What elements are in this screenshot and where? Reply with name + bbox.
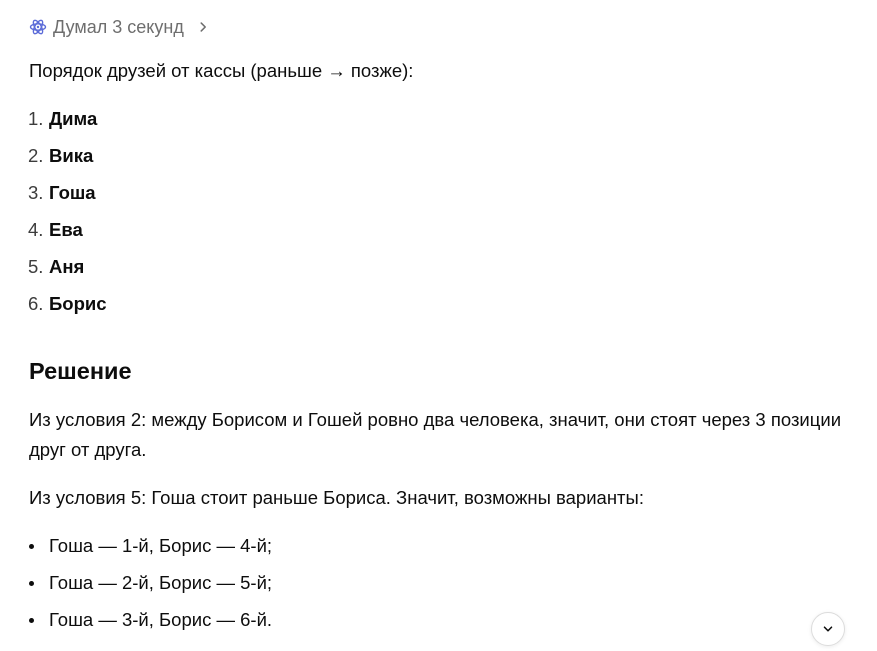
thinking-toggle[interactable] <box>29 14 210 40</box>
variant-text: Гоша — 1-й, Борис — 4-й; <box>49 535 273 556</box>
friend-name: Ева <box>49 219 83 240</box>
friend-name: Борис <box>49 293 107 314</box>
list-item <box>28 216 107 253</box>
list-number: 3. <box>28 182 44 203</box>
friend-name: Дима <box>49 108 98 129</box>
list-number: 5. <box>28 256 44 277</box>
chevron-right-icon <box>196 20 210 34</box>
friend-name: Аня <box>49 256 85 277</box>
order-list <box>28 105 107 327</box>
list-number: 4. <box>28 219 44 240</box>
list-item <box>29 531 272 568</box>
chevron-down-icon <box>821 622 835 636</box>
variant-text: Гоша — 2-й, Борис — 5-й; <box>49 572 273 593</box>
atom-icon <box>29 18 47 36</box>
friend-name: Гоша <box>49 182 96 203</box>
bullet-dot <box>29 618 34 623</box>
solution-paragraph-1: Из условия 2: между Борисом и Гошей ровно два человека, значит, они стоят через 3 позиции друг от друга. <box>29 409 842 460</box>
list-number: 1. <box>28 108 44 129</box>
list-item <box>29 568 272 605</box>
list-number: 2. <box>28 145 44 166</box>
solution-heading: Решение <box>29 358 132 384</box>
bullet-dot <box>29 581 34 586</box>
list-item <box>28 105 107 142</box>
variant-text: Гоша — 3-й, Борис — 6-й. <box>49 609 273 630</box>
list-number: 6. <box>28 293 44 314</box>
solution-paragraph-2: Из условия 5: Гоша стоит раньше Бориса. Значит, возможны варианты: <box>29 487 644 508</box>
scroll-to-bottom-button[interactable] <box>811 612 845 646</box>
bullet-dot <box>29 544 34 549</box>
list-item <box>29 605 272 642</box>
variants-list <box>29 531 272 642</box>
list-item <box>28 142 107 179</box>
intro-text: Порядок друзей от кассы (раньше → позже): <box>29 60 414 81</box>
thinking-label: Думал 3 секунд <box>53 16 184 37</box>
friend-name: Вика <box>49 145 94 166</box>
list-item <box>28 253 107 290</box>
list-item <box>28 290 107 327</box>
list-item <box>28 179 107 216</box>
